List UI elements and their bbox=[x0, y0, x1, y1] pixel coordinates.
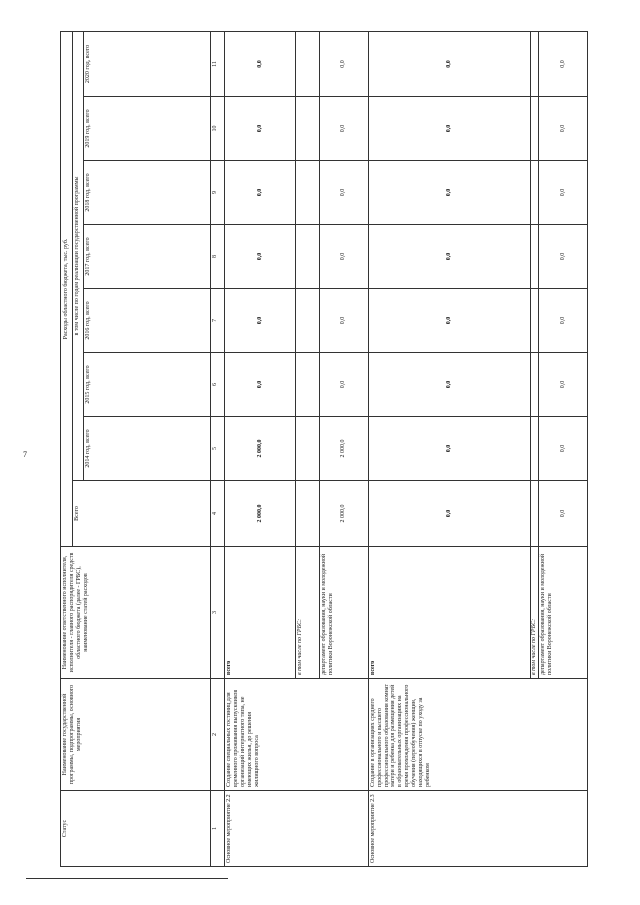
value-cell bbox=[530, 353, 539, 417]
row-label: департамент образования, науки и молодежной политики Воронежской области bbox=[320, 547, 369, 679]
header-total: Всего bbox=[72, 481, 210, 547]
value-cell: 0,0 bbox=[225, 289, 296, 353]
header-status: Статус bbox=[61, 791, 211, 867]
value-cell: 0,0 bbox=[539, 417, 588, 481]
value-cell bbox=[530, 97, 539, 161]
page-number: 7 bbox=[23, 450, 27, 459]
header-year-2017: 2017 год, всего bbox=[83, 225, 210, 289]
value-cell bbox=[296, 481, 320, 547]
value-cell: 0,0 bbox=[539, 97, 588, 161]
value-cell: 0,0 bbox=[225, 31, 296, 96]
value-cell: 0,0 bbox=[320, 289, 369, 353]
rotated-table-container bbox=[60, 32, 588, 867]
measure-status: Основное мероприятие 2.2 bbox=[225, 791, 369, 867]
value-cell: 0,0 bbox=[368, 31, 530, 96]
header-year-2019: 2019 год, всего bbox=[83, 97, 210, 161]
table-row bbox=[368, 31, 530, 866]
value-cell: 0,0 bbox=[225, 353, 296, 417]
value-cell bbox=[296, 31, 320, 96]
value-cell: 0,0 bbox=[539, 353, 588, 417]
value-cell: 0,0 bbox=[368, 161, 530, 225]
header-expenses-title: Расходы областного бюджета, тыс. руб. bbox=[61, 31, 73, 546]
column-number: 10 bbox=[211, 97, 225, 161]
header-executor: Наименование ответственного исполнителя, исполнителя - главного распорядителя средств областного бюджета (далее - ГРБС), наименование статей расходов bbox=[61, 547, 211, 679]
value-cell bbox=[530, 289, 539, 353]
value-cell bbox=[530, 31, 539, 96]
value-cell: 0,0 bbox=[368, 97, 530, 161]
column-number: 6 bbox=[211, 353, 225, 417]
header-year-2018: 2018 год, всего bbox=[83, 161, 210, 225]
value-cell: 0,0 bbox=[320, 353, 369, 417]
value-cell: 0,0 bbox=[320, 97, 369, 161]
value-cell bbox=[530, 225, 539, 289]
row-label: в том числе по ГРБС: bbox=[296, 547, 320, 679]
column-number: 8 bbox=[211, 225, 225, 289]
value-cell bbox=[296, 225, 320, 289]
value-cell bbox=[296, 417, 320, 481]
value-cell bbox=[530, 417, 539, 481]
value-cell bbox=[530, 161, 539, 225]
budget-table bbox=[60, 31, 588, 867]
row-label: всего bbox=[225, 547, 296, 679]
footer-rule bbox=[26, 878, 228, 879]
value-cell: 0,0 bbox=[368, 289, 530, 353]
measure-name: Создание специальных гостиниц для временного проживания выпускников организаций интернатного типа, не имеющих жилья, до решения жилищного вопроса bbox=[225, 679, 369, 791]
measure-name: Создание в организациях среднего профессионального и высшего профессионального образования комнат матери и ребенка для размещения детей в образовательных организациях на время прохождения профессионального обучения (переобучения) женщин, находящихся в отпуске по уходу за ребенком bbox=[368, 679, 587, 791]
value-cell: 0,0 bbox=[368, 225, 530, 289]
value-cell: 0,0 bbox=[225, 225, 296, 289]
row-label: департамент образования, науки и молодежной политики Воронежской области bbox=[539, 547, 588, 679]
value-cell: 0,0 bbox=[539, 289, 588, 353]
row-label: всего bbox=[368, 547, 530, 679]
value-cell bbox=[296, 353, 320, 417]
header-year-2020: 2020 год, всего bbox=[83, 31, 210, 96]
header-year-2016: 2016 год, всего bbox=[83, 289, 210, 353]
value-cell: 2 000,0 bbox=[225, 417, 296, 481]
value-cell bbox=[296, 97, 320, 161]
value-cell: 0,0 bbox=[368, 353, 530, 417]
column-number: 9 bbox=[211, 161, 225, 225]
value-cell bbox=[296, 161, 320, 225]
table-row bbox=[225, 31, 296, 866]
column-number: 4 bbox=[211, 481, 225, 547]
column-number: 1 bbox=[211, 791, 225, 867]
value-cell: 0,0 bbox=[320, 31, 369, 96]
value-cell: 0,0 bbox=[225, 97, 296, 161]
column-number: 5 bbox=[211, 417, 225, 481]
value-cell: 0,0 bbox=[320, 225, 369, 289]
value-cell: 0,0 bbox=[320, 161, 369, 225]
header-by-years: в том числе по годам реализации государственной программы bbox=[72, 31, 83, 480]
column-number: 2 bbox=[211, 679, 225, 791]
header-year-2014: 2014 год, всего bbox=[83, 417, 210, 481]
row-label: в том числе по ГРБС: bbox=[530, 547, 539, 679]
header-name: Наименование государственной программы, подпрограммы, основного мероприятия bbox=[61, 679, 211, 791]
column-number: 7 bbox=[211, 289, 225, 353]
value-cell: 0,0 bbox=[225, 161, 296, 225]
value-cell: 2 000,0 bbox=[320, 417, 369, 481]
value-cell bbox=[530, 481, 539, 547]
value-cell: 0,0 bbox=[539, 31, 588, 96]
value-cell: 2 000,0 bbox=[225, 481, 296, 547]
value-cell: 0,0 bbox=[368, 417, 530, 481]
column-number: 11 bbox=[211, 31, 225, 96]
value-cell: 0,0 bbox=[539, 481, 588, 547]
value-cell bbox=[296, 289, 320, 353]
header-year-2015: 2015 год, всего bbox=[83, 353, 210, 417]
value-cell: 0,0 bbox=[539, 161, 588, 225]
value-cell: 0,0 bbox=[368, 481, 530, 547]
value-cell: 2 000,0 bbox=[320, 481, 369, 547]
column-number: 3 bbox=[211, 547, 225, 679]
measure-status: Основное мероприятие 2.3 bbox=[368, 791, 587, 867]
value-cell: 0,0 bbox=[539, 225, 588, 289]
